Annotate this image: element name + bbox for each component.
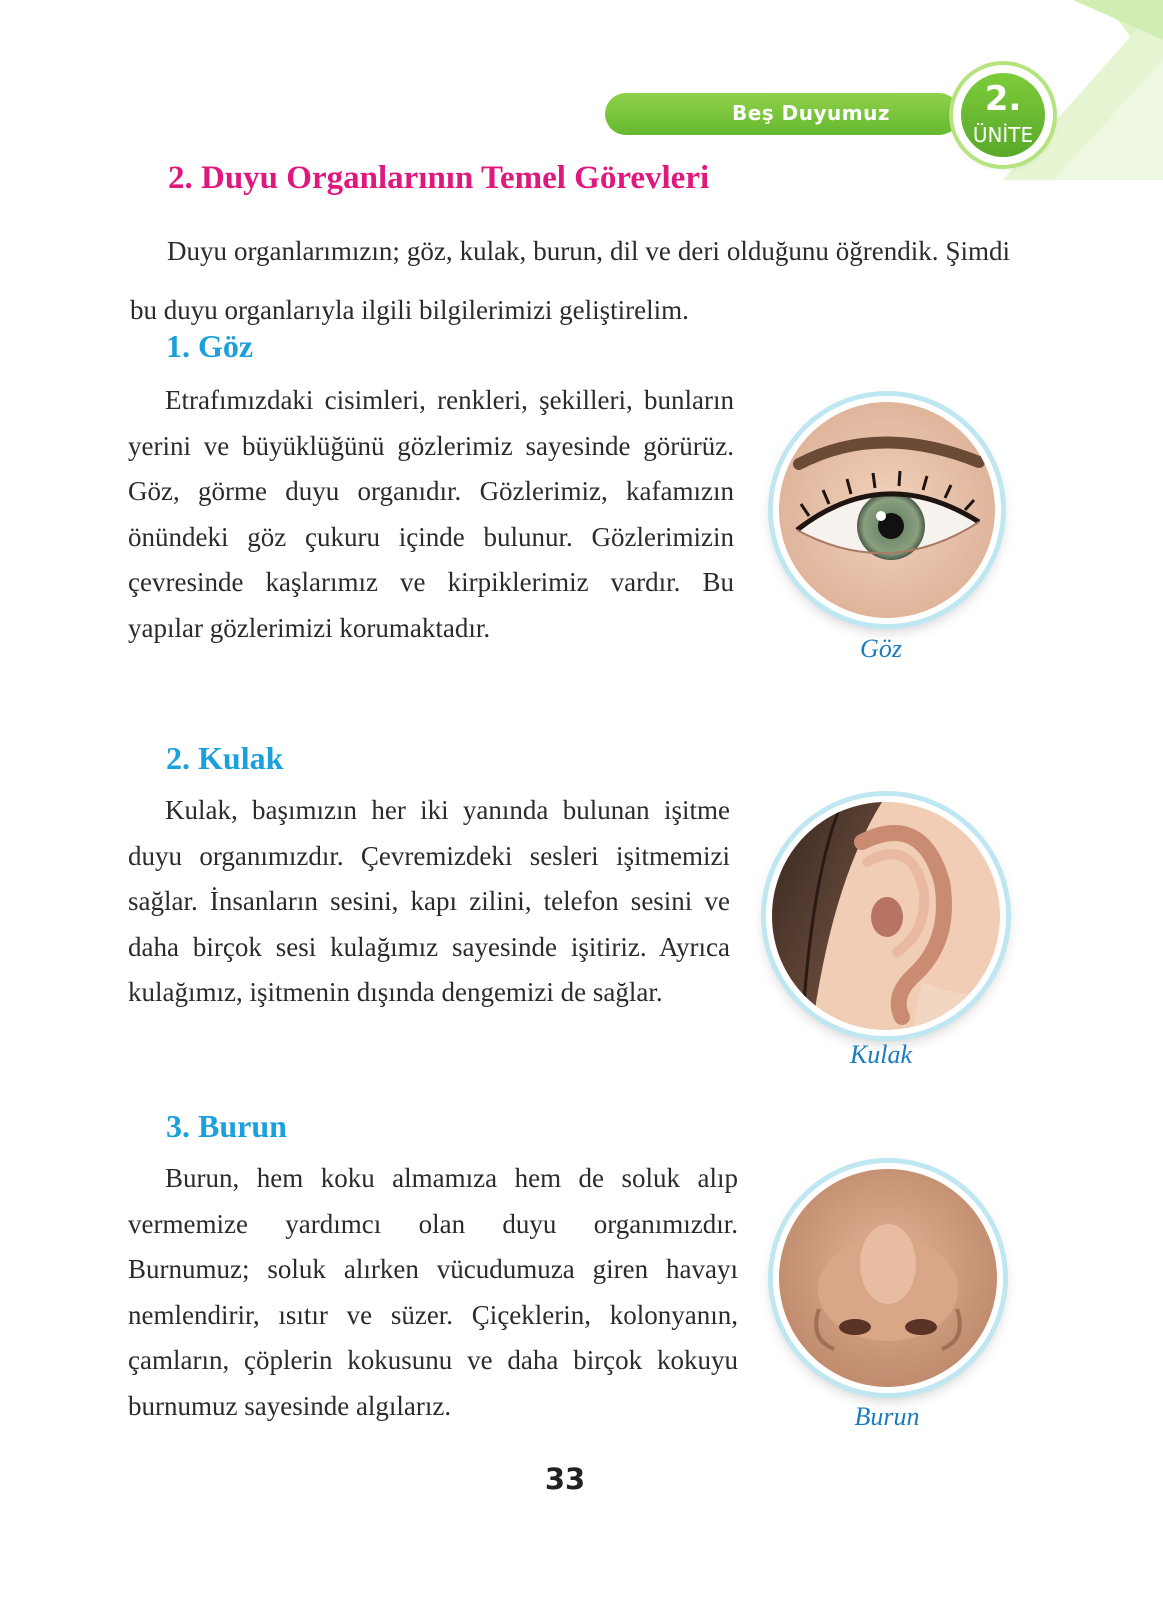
section-text-ear: Kulak, başımızın her iki yanında bulunan işitme duyu organımızdır. Çevremizdeki sesleri işitmemizi sağlar. İnsanların sesini, kapı zilini, telefon sesini ve daha birçok sesi kulağımız sayesinde işitiriz. Ayrıca kulağımız, işitmenin dışında dengemizi de sağlar. — [128, 795, 730, 1007]
nose-icon — [779, 1169, 997, 1387]
ear-photo — [766, 796, 1006, 1036]
unit-label: ÜNİTE — [972, 123, 1034, 147]
caption-eye: Göz — [860, 634, 902, 663]
unit-badge-inner — [961, 73, 1045, 157]
caption-nose: Burun — [854, 1402, 920, 1431]
section-heading-eye: 1. Göz — [166, 328, 254, 364]
unit-badge — [953, 65, 1053, 165]
page-number: 33 — [544, 1462, 586, 1496]
section-heading-ear: 2. Kulak — [166, 740, 284, 776]
eye-icon — [779, 402, 995, 618]
section-text-nose: Burun, hem koku almamıza hem de soluk alıp vermemize yardımcı olan duyu organımızdır. Burnumuz; soluk alırken vücudumuza giren havayı nemlendirir, ısıtır ve süzer. Çiçeklerin, kolonyanın, çamların, çöplerin kokusunu ve daha birçok kokuyu burnumuz sayesinde algılarız. — [128, 1163, 738, 1421]
section-heading-nose: 3. Burun — [166, 1108, 287, 1144]
unit-number: 2. — [984, 79, 1022, 119]
unit-banner-title: Beş Duyumuz — [731, 101, 890, 125]
nose-photo — [773, 1163, 1003, 1393]
eye-photo — [773, 396, 1001, 624]
intro-paragraph: Duyu organlarımızın; göz, kulak, burun, dil ve deri olduğunu öğrendik. Şimdi bu duyu organlarıyla ilgili bilgilerimizi geliştirelim. — [130, 236, 1010, 325]
unit-banner — [605, 93, 960, 135]
section-text-eye: Etrafımızdaki cisimleri, renkleri, şekilleri, bunların yerini ve büyüklüğünü gözlerimiz sayesinde görürüz. Göz, görme duyu organıdır. Gözlerimiz, kafamızın önündeki göz çukuru içinde bulunur. Gözlerimizin çevresinde kaşlarımız ve kirpiklerimiz vardır. Bu yapılar gözlerimizi korumaktadır. — [128, 385, 734, 643]
page-title: 2. Duyu Organlarının Temel Görevleri — [168, 160, 710, 196]
caption-ear: Kulak — [849, 1040, 913, 1069]
ear-icon — [772, 802, 1000, 1030]
